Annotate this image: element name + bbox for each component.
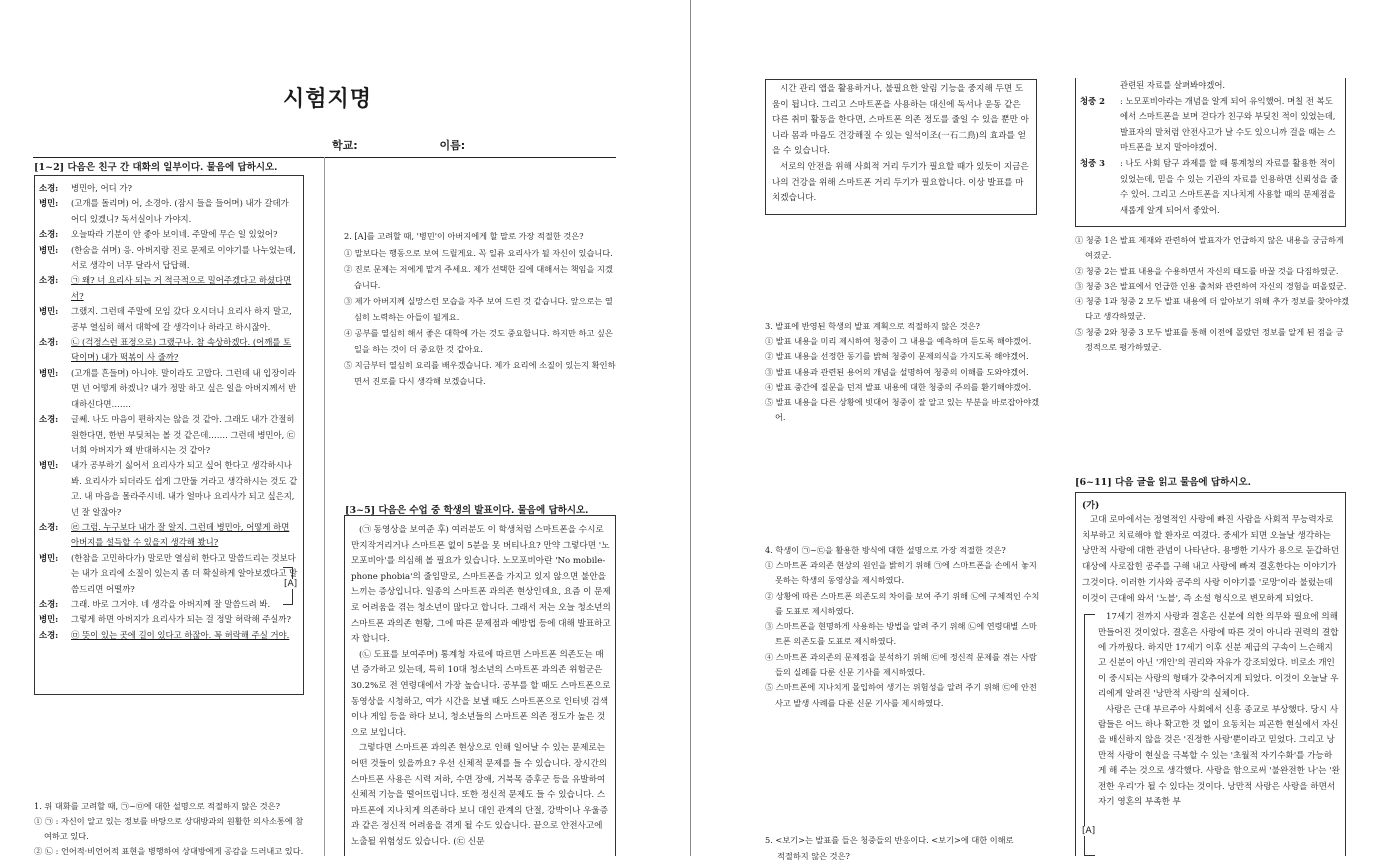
question-3 [765, 318, 1041, 426]
q5-option[interactable]: ⑤ 청중 2와 청중 3 모두 발표를 통해 이전에 몰랐던 정보를 알게 된 점을 긍정적으로 평가하였군. [1075, 326, 1344, 353]
dialogue-line [39, 412, 299, 458]
q1-option-2[interactable]: ② ㉡ : 언어적·비언어적 표현을 병행하여 상대방에게 공감을 드러내고 있다. [34, 845, 304, 856]
dialogue-line [39, 366, 299, 412]
speaker-name: 병민: [39, 244, 59, 255]
student-info [332, 137, 543, 153]
q2-option[interactable]: ③ 제가 아버지께 실망스런 모습을 자주 보여 드린 것 같습니다. 앞으로는 열심히 노력하는 아들이 될게요. [344, 296, 613, 322]
section-heading-3-5: [3~5] 다음은 수업 중 학생의 발표이다. 물음에 답하시오. [345, 505, 589, 516]
dialogue-text: ㉡ (걱정스런 표정으로) 그랬구나. 참 속상하겠다. (어깨를 토닥이며) 내가 떡볶이 사 줄까? [71, 337, 292, 363]
dialogue-box [34, 175, 304, 695]
passage-label: (가) [1082, 501, 1100, 511]
dialogue-text: 그래. 바로 그거야. 네 생각을 아버지께 잘 말씀드려 봐. [71, 598, 271, 609]
dialogue-text: ㉠ 왜? 너 요리사 되는 거 적극적으로 밀어주겠다고 하셨다면서? [71, 275, 292, 301]
passage-paragraph-3: 사랑은 근대 부르주아 사회에서 신흥 종교로 부상했다. 당시 사람들은 어느 하나 확고한 것 없이 요동치는 피곤한 현실에서 자신을 배신하지 않을 것은 '진정한 사랑'뿐이라고 믿었다. 그리고 낭만적 사랑이 현실을 극복할 수 있는 '초월적 자기수화'를 가능하게 해 주는 것으로 생각했다. 사랑을 함으로써 '불완전한 나'는 '완전한 우리'가 될 수 있다는 것이다. 낭만적 사랑은 사랑을 하면서 자기 영혼의 부족한 부 [1098, 704, 1340, 808]
q5-option[interactable]: ① 청중 1은 발표 제재와 관련하여 발표자가 언급하지 않은 내용을 궁금하게 여겼군. [1075, 235, 1344, 261]
q5-stem-2: 적절하지 않은 것은? [777, 851, 850, 861]
school-label: 학교: [332, 139, 358, 152]
dialogue-line [39, 520, 299, 551]
responder-name: 청중 3 [1080, 157, 1105, 168]
q3-option[interactable]: ⑤ 발표 내용을 다른 상황에 빗대어 청중이 잘 알고 있는 부분을 바로잡아야겠어. [765, 397, 1040, 423]
dialogue-text: (고개를 흔들며) 아니야. 말이라도 고맙다. 그런데 내 입장이라면 넌 어떻게 하겠니? 내가 정말 하고 싶은 일을 아버지께서 반대하신다면……. [71, 367, 297, 409]
speech-paragraph: (㉠ 동영상을 보여준 후) 여러분도 이 학생처럼 스마트폰을 수시로 만지작거리거나 스마트폰 없이 5분을 못 버티나요? 만약 그렇다면 '노모포비아'를 의심해 볼 필요가 있습니다. 노모포비아란 'No mobile-phone phobia'의 줄임말로, 스마트폰을 가지고 있지 않으면 불안을 느끼는 증상입니다. 일종의 스마트폰 과의존 현상인데요, 요즘 이 문제로 어려움을 겪는 청소년이 많다고 합니다. 그래서 저는 오늘 청소년의 스마트폰 과의존 현황, 그에 따른 문제점과 예방법 등에 대해 발표하고자 합니다. [351, 525, 611, 645]
dialogue-text: (한숨을 쉬며) 응. 아버지랑 진로 문제로 이야기를 나누었는데, 서로 생각이 너무 달라서 답답해. [71, 244, 296, 271]
column-divider [324, 157, 325, 856]
q5-option[interactable]: ④ 청중 1과 청중 2 모두 발표 내용에 더 알아보기 위해 추가 정보를 찾아야겠다고 생각하였군. [1075, 296, 1349, 322]
bracket-a-label: [A] [284, 579, 298, 589]
speaker-name: 소경: [39, 629, 59, 640]
dialogue-text: (고개를 돌리며) 어, 소경아. (잠시 들을 들어며) 내가 갈데가 어디 있겠니? 독서실이나 가야지. [71, 198, 289, 224]
audience-response-box [1075, 78, 1346, 227]
speaker-name: 병민: [39, 367, 59, 378]
q3-stem: 3. 발표에 반영된 학생의 발표 계획으로 적절하지 않은 것은? [765, 321, 980, 331]
q1-option-1[interactable]: ① ㉠ : 자신이 알고 있는 정보를 바탕으로 상대방과의 원활한 의사소통에 참여하고 있다. [34, 816, 304, 841]
speaker-name: 소경: [39, 414, 59, 425]
q5-option[interactable]: ② 청중 2는 발표 내용을 수용하면서 자신의 태도를 바꿀 것을 다짐하였군. [1075, 265, 1339, 276]
bracket-a-passage [1084, 614, 1095, 856]
dialogue-text: 오늘따라 기분이 안 좋아 보이네. 주말에 무슨 일 있었어? [71, 229, 278, 240]
dialogue-line [39, 597, 299, 612]
speaker-name: 병민: [39, 614, 59, 625]
q2-option[interactable]: ② 진로 문제는 저에게 맡겨 주세요. 제가 선택한 길에 대해서는 책임을 지겠습니다. [344, 264, 613, 290]
response-text: : 나도 사회 탐구 과제를 할 때 통계청의 자료를 활용한 적이 있었는데, 믿을 수 있는 기관의 자료를 인용하면 신뢰성을 줄 수 있어. 그리고 스마트폰을 지나치게 사용할 때의 문제점을 새롭게 알게 되어서 좋았어. [1120, 157, 1339, 215]
q3-option[interactable]: ① 발표 내용을 미리 제시하여 청중이 그 내용을 예측하며 듣도록 해야겠어. [765, 336, 1032, 346]
q4-stem: 4. 학생이 ㉠~㉢을 활용한 방식에 대한 설명으로 가장 적절한 것은? [765, 545, 1006, 555]
speaker-name: 소경: [39, 521, 59, 532]
response-text: : 노모포비아라는 개념을 알게 되어 유익했어. 며칠 전 복도에서 스마트폰을 보며 걷다가 친구와 부딪친 적이 있었는데, 발표자의 말처럼 안전사고가 날 수도 있으니까 걸을 때는 스마트폰을 보지 말아야겠어. [1120, 95, 1336, 153]
speaker-name: 소경: [39, 229, 59, 240]
question-2 [344, 228, 618, 389]
dialogue-text: 그렇게 하면 아버지가 요리사가 되는 걸 정말 허락해 주실까? [71, 614, 291, 625]
q2-stem: 2. [A]를 고려할 때, '병민'이 아버지에게 할 말로 가장 적절한 것은? [344, 231, 584, 241]
q3-option[interactable]: ② 발표 내용을 선정한 동기를 밝혀 청중이 문제의식을 가지도록 해야겠어. [765, 351, 1029, 362]
speaker-name: 소경: [39, 183, 59, 193]
q2-option[interactable]: ⑤ 지금부터 열심히 요리를 배우겠습니다. 제가 요리에 소질이 있는지 확인하면서 진로를 다시 생각해 보겠습니다. [344, 360, 616, 386]
speech-paragraph: (㉡ 도표를 보여주며) 통계청 자료에 따르면 스마트폰 의존도는 매년 증가하고 있는데, 특히 10대 청소년의 스마트폰 과의존 위험군은 30.2%로 전 연령대에서 가장 높습니다. 공부를 할 때도 스마트폰으로 동영상을 시청하고, 여가 시간을 보낼 때도 스마트폰으로 인터넷 검색이나 게임 등을 하다 보니, 청소년들의 스마트폰 의존 정도가 높은 것으로 보입니다. [351, 649, 611, 738]
q5-stem: 5. <보기>는 발표를 들은 청중들의 반응이다. <보기>에 대한 이해로 [765, 835, 1014, 845]
dialogue-text: 내가 공부하기 싫어서 요리사가 되고 싶어 한다고 생각하시나 봐. 요리사가 되더라도 쉽게 그만둘 거라고 생각하시는 것도 같고. 내 마음을 몰라주시네. 내가 얼마나 요리사가 되고 싶은지, 넌 잘 알잖아? [71, 460, 298, 517]
dialogue-text: (한참을 고민하다가) 말로만 열심히 한다고 말씀드리는 것보다는 내가 요리에 소질이 있는지 좀 더 확실하게 알아보겠다고 말씀드리면 어떨까? [71, 552, 298, 594]
page-title: 시험지명 [283, 87, 373, 112]
question-1 [34, 798, 306, 858]
speech-box [344, 515, 616, 856]
speaker-name: 소경: [39, 275, 59, 286]
name-label: 이름: [439, 139, 466, 152]
q4-option[interactable]: ① 스마트폰 과의존 현상의 원인을 밝히기 위해 ㉠에 스마트폰을 손에서 놓지 못하는 학생의 동영상을 제시하였다. [765, 560, 1037, 586]
responder-name [1080, 78, 1120, 94]
speaker-name: 병민: [39, 198, 59, 209]
response-text: 관련된 자료를 살펴봐야겠어. [1120, 80, 1226, 90]
dialogue-text: 그랬지. 그런데 주말에 모임 갔다 오시더니 요리사 하지 말고, 공부 열심히 해서 대학에 갈 생각이나 하라고 하시잖아. [71, 306, 292, 332]
dialogue-line [39, 628, 299, 643]
dialogue-line [39, 196, 299, 227]
q5-options [1075, 233, 1349, 355]
dialogue-line [39, 273, 299, 304]
speech-paragraph: 그렇다면 스마트폰 과의존 현상으로 인해 일어날 수 있는 문제로는 어떤 것들이 있을까요? 우선 신체적 문제를 들 수 있습니다. 장시간의 스마트폰 사용은 시력 저하, 수면 장애, 거북목 증후군 등을 유발하여 신체적 기능을 떨어뜨립니다. 또한 정신적 문제도 들 수 있습니다. 스마트폰에 지나치게 의존하다 보니 대인 관계의 단절, 강박이나 우울증과 같은 정신적 어려움을 겪게 될 수도 있습니다. 끝으로 안전사고에 노출될 위험성도 있습니다. (㉢ 신문 [351, 743, 609, 847]
dialogue-text: ㉤ 뜻이 있는 곳에 길이 있다고 하잖아. 꼭 허락해 주실 거야. [71, 629, 290, 640]
response-line [1080, 78, 1340, 94]
dialogue-text: 병민아, 어디 가? [71, 183, 133, 193]
section-heading-6-11: [6~11] 다음 글을 읽고 물음에 답하시오. [1075, 477, 1251, 488]
page-divider [690, 0, 691, 856]
dialogue-line [39, 335, 299, 366]
q3-option[interactable]: ④ 발표 중간에 질문을 던져 발표 내용에 대한 청중의 주의를 환기해야겠어. [765, 381, 1032, 392]
dialogue-text: ㉣ 그럼. 누구보다 내가 잘 알지. 그런데 병민아, 어떻게 하면 아버지를 설득할 수 있을지 생각해 봤니? [71, 521, 290, 548]
q4-option[interactable]: ② 상황에 따른 스마트폰 의존도의 차이를 보여 주기 위해 ㉡에 구체적인 수치를 도표로 제시하였다. [765, 590, 1040, 616]
response-line [1080, 94, 1340, 156]
q3-option[interactable]: ③ 발표 내용과 관련된 용어의 개념을 설명하여 청중의 이해를 도와야겠어. [765, 366, 1029, 377]
dialogue-line [39, 181, 299, 196]
dialogue-line [39, 243, 299, 274]
q2-option[interactable]: ④ 공부를 열심히 해서 좋은 대학에 가는 것도 중요합니다. 하지만 하고 싶은 일을 하는 것이 더 중요한 것 같아요. [344, 328, 613, 354]
speech-paragraph: 서로의 안전을 위해 사회적 거리 두기가 필요할 때가 있듯이 지금은 나의 건강을 위해 스마트폰 거리 두기가 필요합니다. 이상 발표를 마치겠습니다. [772, 161, 1029, 204]
q1-stem: 1. 위 대화를 고려할 때, ㉠~㉤에 대한 설명으로 적절하지 않은 것은? [34, 801, 280, 811]
dialogue-line [39, 551, 299, 597]
dialogue-line [39, 227, 299, 242]
q4-option[interactable]: ④ 스마트폰 과의존의 문제점을 분석하기 위해 ㉢에 정신적 문제를 겪는 사람들의 실례를 다룬 신문 기사를 제시하였다. [765, 651, 1037, 678]
q2-option[interactable]: ① 말보다는 행동으로 보여 드릴게요. 꼭 일류 요리사가 될 자신이 있습니다. [344, 248, 613, 258]
speaker-name: 병민: [39, 460, 59, 471]
dialogue-line [39, 458, 299, 520]
dialogue-text: 글쎄. 나도 마음이 편하지는 않을 것 같아. 그래도 내가 간절히 원한다면, 한번 부딪쳐는 볼 것 같은데……. 그런데 병민아, ㉢ 너희 아버지가 왜 반대하시는 것 같아? [71, 414, 296, 455]
question-4 [765, 542, 1041, 711]
speaker-name: 병민: [39, 552, 59, 563]
speaker-name: 병민: [39, 306, 59, 317]
q5-option[interactable]: ③ 청중 3은 발표에서 언급한 인용 출처와 관련하여 자신의 경험을 떠올렸군. [1075, 280, 1347, 291]
section-heading-1-2: [1~2] 다음은 친구 간 대화의 일부이다. 물음에 답하시오. [34, 162, 278, 173]
q4-option[interactable]: ③ 스마트폰을 현명하게 사용하는 방법을 알려 주기 위해 ㉡에 연령대별 스마트폰 의존도를 도표로 제시하였다. [765, 621, 1037, 647]
dialogue-line [39, 304, 299, 335]
responder-name: 청중 2 [1080, 95, 1105, 106]
question-5 [765, 832, 1041, 864]
bracket-a-passage-label: [A] [1082, 826, 1096, 836]
speaker-name: 소경: [39, 598, 59, 609]
passage-ga-box [1075, 492, 1346, 856]
q4-option[interactable]: ⑤ 스마트폰에 지나치게 몰입하여 생기는 위험성을 알려 주기 위해 ㉢에 안전사고 발생 사례를 다룬 신문 기사를 제시하였다. [765, 682, 1037, 708]
response-line [1080, 156, 1340, 218]
passage-paragraph-1: 고대 로마에서는 정열적인 사랑에 빠진 사람을 사회적 무능력자로 치부하고 치료해야 할 환자로 여겼다. 중세가 되면 오늘날 생각하는 낭만적 사랑에 대한 관념이 나타난다. 용맹한 기사가 용으로 둔갑하던 대상에 사로잡힌 공주를 구해 내고 사랑에 빠져 결혼한다는 이야기가 그것이다. 이러한 기사와 공주의 사랑 이야기를 '로망'이라 불렀는데 이것이 근대에 와서 '노블', 즉 소설 형식으로 변모하게 되었다. [1082, 515, 1340, 604]
passage-paragraph-2: 17세기 전까지 사랑과 결혼은 신분에 의한 의무와 필요에 의해 만들어진 것이었다. 결혼은 사랑에 따른 것이 아니라 권력의 결합에 가까웠다. 하지만 17세기 이후 신분 제급의 구속이 느슨해지고 신분이 아닌 '개인'의 권리와 자유가 강조되었다. 비로소 개인이 중시되는 사랑의 형태가 갖추어지게 되었다. 이것이 오늘날 우리에게 알려진 '낭만적 사랑'의 실체이다. [1098, 612, 1339, 700]
speech-paragraph: 시간 관리 앱을 활용하거나, 불필요한 알림 기능을 중지해 두면 도움이 됩니다. 그리고 스마트폰을 사용하는 대신에 독서나 운동 같은 다른 취미 활동을 한다면, 스마트폰 의존 정도를 줄일 수 있을 뿐만 아니라 몸과 마음도 건강해질 수 있는 일석이조(一石二鳥)의 효과를 얻을 수 있습니다. [772, 84, 1029, 157]
speech-box-continued [765, 79, 1037, 215]
speaker-name: 소경: [39, 337, 59, 348]
dialogue-line [39, 612, 299, 627]
